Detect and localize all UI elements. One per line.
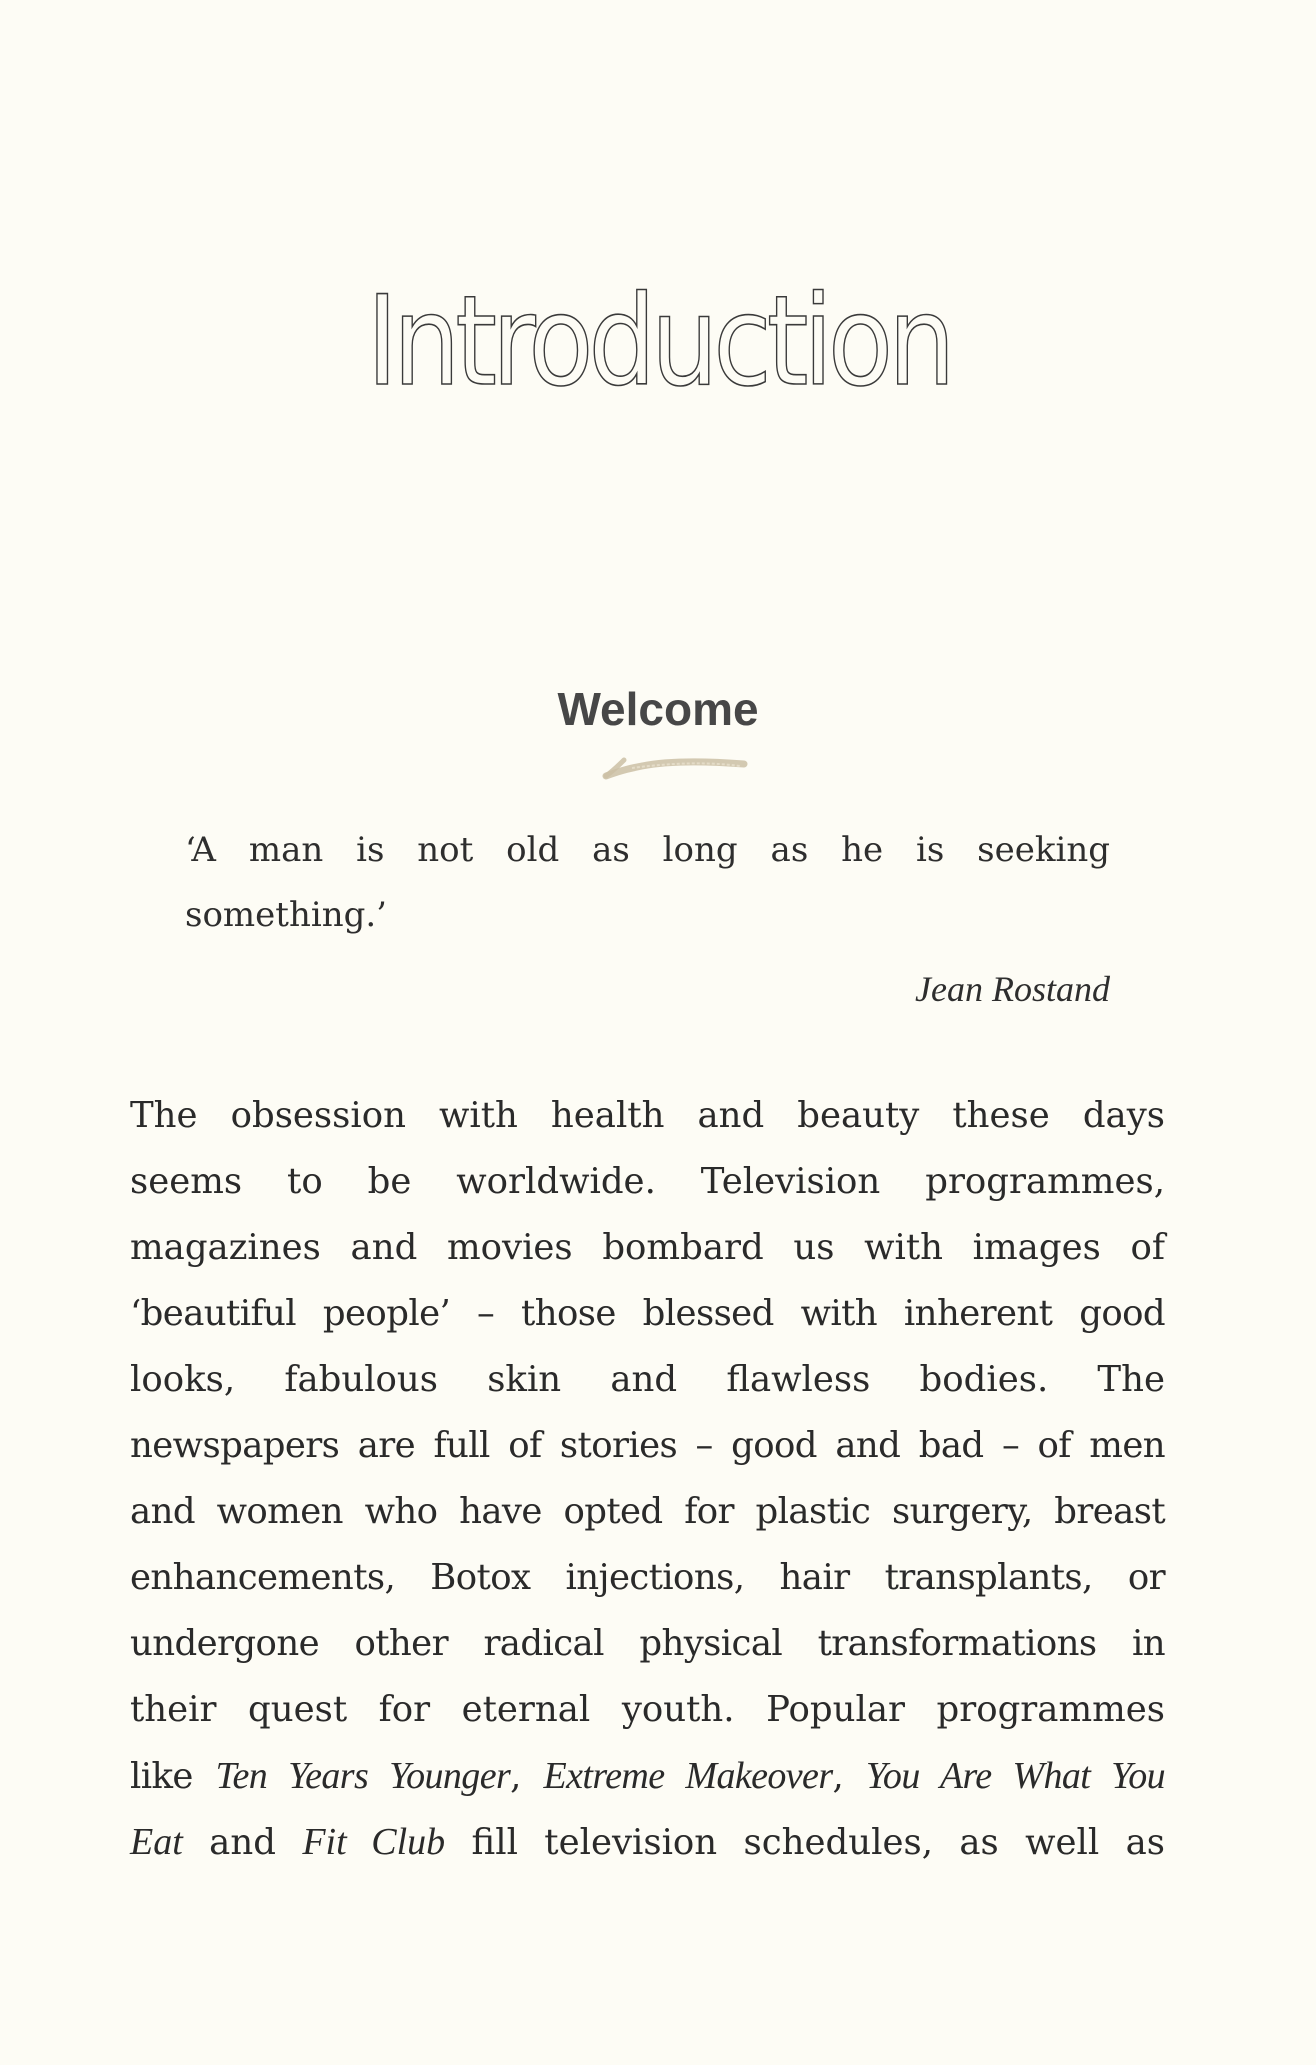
body-line: magazines and movies bombard us with images of xyxy=(130,1227,1165,1268)
body-line: their quest for eternal youth. Popular programmes xyxy=(130,1689,1165,1730)
brush-stroke-arrow-icon xyxy=(602,748,750,784)
body-line: ‘beautiful people’ – those blessed with inherent good xyxy=(130,1293,1165,1334)
body-line: seems to be worldwide. Television programmes, xyxy=(130,1161,1165,1202)
text-run: like xyxy=(130,1756,216,1797)
body-line: and women who have opted for plastic surgery, breast xyxy=(130,1491,1165,1532)
programme-title: Eat xyxy=(130,1821,183,1863)
body-line xyxy=(130,1743,1165,1809)
programme-title: You Are What You xyxy=(865,1755,1165,1797)
body-line: undergone other radical physical transformations in xyxy=(130,1623,1165,1664)
text-run: fill television schedules, as well as xyxy=(445,1822,1166,1863)
text-run: , xyxy=(832,1756,866,1797)
text-run: and xyxy=(182,1822,303,1863)
body-line: The obsession with health and beauty these days xyxy=(130,1095,1165,1136)
chapter-title: Introduction xyxy=(366,270,950,414)
programme-title: Fit Club xyxy=(302,1821,446,1863)
body-line xyxy=(130,1809,1165,1875)
programme-title: Ten Years Younger xyxy=(215,1755,511,1797)
body-paragraph xyxy=(130,1083,1165,1875)
body-line: enhancements, Botox injections, hair transplants, or xyxy=(130,1557,1165,1598)
text-run: , xyxy=(510,1756,544,1797)
epigraph-attribution: Jean Rostand xyxy=(915,969,1110,1009)
epigraph-quote: ‘A man is not old as long as he is seeking something.’ xyxy=(185,830,1110,935)
body-line: newspapers are full of stories – good and bad – of men xyxy=(130,1425,1165,1466)
body-line: looks, fabulous skin and flawless bodies. The xyxy=(130,1359,1165,1400)
section-heading: Welcome xyxy=(557,683,759,735)
programme-title: Extreme Makeover xyxy=(543,1755,833,1797)
